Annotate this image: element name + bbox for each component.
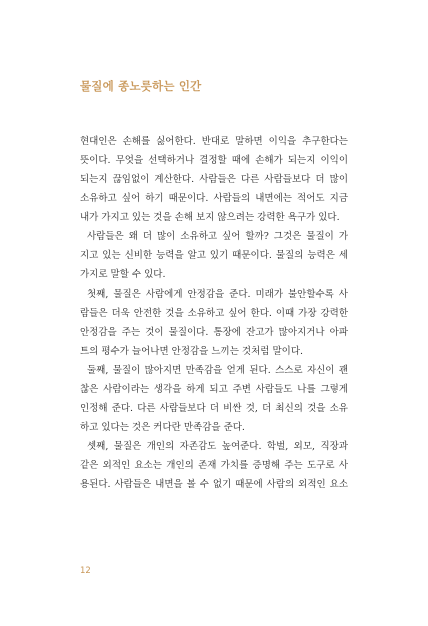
text-line: 찮은 사람이라는 생각을 하게 되고 주변 사람들도 나를 그렇게	[80, 383, 348, 395]
text-line: 가지로 말할 수 있다.	[80, 269, 166, 281]
text-line: 내가 가지고 있는 것을 손해 보지 않으려는 강력한 욕구가 있다.	[80, 212, 340, 224]
text-line: 람들은 더욱 안전한 것을 소유하고 싶어 한다. 이때 가장 강력한	[80, 307, 348, 319]
text-line: 트의 평수가 늘어나면 안정감을 느끼는 것처럼 말이다.	[80, 345, 304, 357]
text-line: 용된다. 사람들은 내면을 볼 수 없기 때문에 사람의 외적인 요소	[80, 479, 348, 491]
text-line: 셋째, 물질은 개인의 자존감도 높여준다. 학벌, 외모, 직장과	[87, 441, 348, 452]
text-line: 둘째, 물질이 많아지면 만족감을 얻게 된다. 스스로 자신이 괜	[87, 364, 348, 376]
text-line: 뜻이다. 무엇을 선택하거나 결정할 때에 손해가 되는지 이익이	[80, 155, 348, 167]
section-heading: 물질에 종노릇하는 인간	[80, 79, 202, 93]
text-line: 사람들은 왜 더 많이 소유하고 싶어 할까? 그것은 물질이 가	[87, 231, 348, 243]
text-line: 되는지 끊임없이 계산한다. 사람들은 다른 사람들보다 더 많이	[80, 174, 348, 186]
text-line: 하고 있다는 것은 커다란 만족감을 준다.	[80, 421, 245, 433]
text-line: 같은 외적인 요소는 개인의 존재 가치를 증명해 주는 도구로 사	[80, 460, 348, 472]
text-line: 첫째, 물질은 사람에게 안정감을 준다. 미래가 불안할수록 사	[87, 288, 348, 300]
text-line: 소유하고 싶어 하기 때문이다. 사람들의 내면에는 적어도 지금	[80, 193, 348, 205]
text-line: 안정감을 주는 것이 물질이다. 통장에 잔고가 많아지거나 아파	[80, 326, 348, 338]
body-text	[80, 132, 348, 494]
text-line: 지고 있는 신비한 능력을 알고 있기 때문이다. 물질의 능력은 세	[80, 250, 348, 262]
page-number: 12	[80, 566, 91, 576]
text-line: 현대인은 손해를 싫어한다. 반대로 말하면 이익을 추구한다는	[80, 136, 348, 147]
text-line: 인정해 준다. 다른 사람들보다 더 비싼 것, 더 최신의 것을 소유	[80, 402, 348, 414]
